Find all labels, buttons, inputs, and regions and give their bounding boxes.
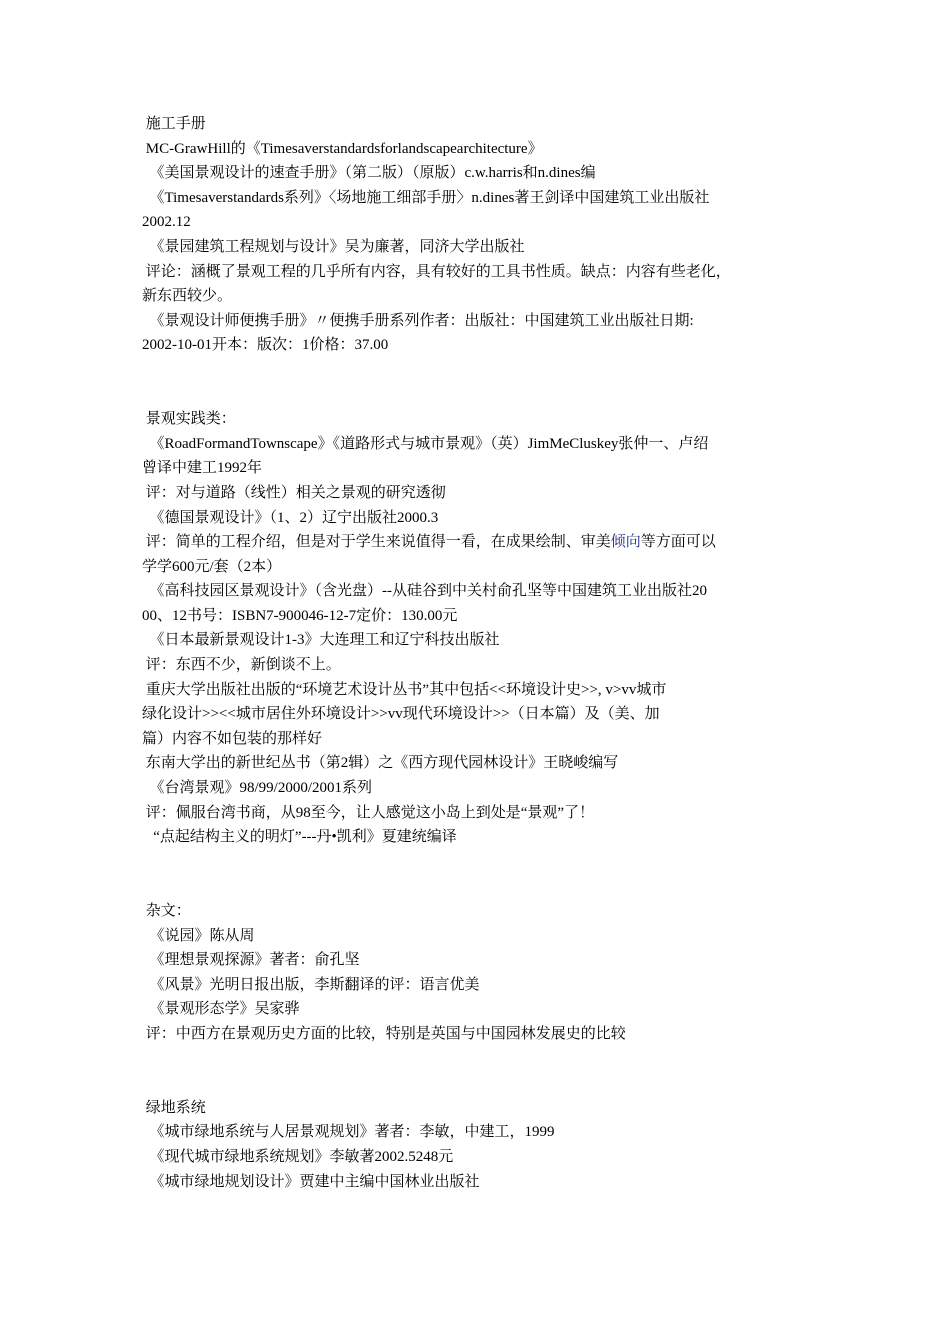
spacer [142, 850, 810, 875]
text-line: 绿化设计>><<城市居住外环境设计>>vv现代环境设计>>（日本篇）及（美、加 [142, 706, 660, 723]
spacer [142, 1047, 810, 1072]
text-line: 《城市绿地规划设计》贾建中主编中国林业出版社 [142, 1173, 480, 1190]
text-line: 《现代城市绿地系统规划》李敏著2002.5248元 [142, 1148, 454, 1165]
text-line: 《风景》光明日报出版，李斯翻译的评：语言优美 [142, 976, 480, 993]
text-line: 《Timesaverstandards系列》〈场地施工细部手册〉n.dines著王剑译中国建筑工业出版社 [142, 189, 710, 206]
section-heading: 杂文： [142, 903, 191, 919]
text-line: 《RoadFormandTownscape》《道路形式与城市景观》（英）JimMeCluskey张仲一、卢绍 [142, 435, 709, 452]
text-line: 《城市绿地系统与人居景观规划》著者：李敏，中建工，1999 [142, 1124, 555, 1141]
text-line: 篇）内容不如包装的那样好 [142, 730, 323, 747]
text-line: 评：中西方在景观历史方面的比较，特别是英国与中国园林发展史的比较 [142, 1025, 626, 1042]
text-line: 新东西较少。 [142, 288, 233, 305]
text-line: 《德国景观设计》（1、2）辽宁出版社2000.3 [142, 509, 439, 526]
section-heading: 施工手册 [142, 116, 206, 132]
section-heading: 景观实践类： [142, 411, 236, 428]
text-line: 评论：涵概了景观工程的几乎所有内容，具有较好的工具书性质。缺点：内容有些老化， [142, 263, 731, 280]
text-line: 2002-10-01开本：版次：1价格：37.00 [142, 337, 389, 354]
section-essays [142, 899, 810, 1047]
text-fragment: 评：简单的工程介绍，但是对于学生来说值得一看，在成果绘制、审美 [142, 534, 611, 551]
text-line: 东南大学出的新世纪丛书（第2辑）之《西方现代园林设计》王晓峻编写 [142, 755, 619, 772]
spacer [142, 383, 810, 408]
section-construction-manuals [142, 112, 810, 358]
text-line: 学学600元/套（2本） [142, 558, 282, 575]
text-line: 《台湾景观》98/99/2000/2001系列 [142, 780, 373, 797]
text-line: 《日本最新景观设计1-3》大连理工和辽宁科技出版社 [142, 632, 500, 649]
section-landscape-practice [142, 407, 810, 850]
text-line: 《高科技园区景观设计》（含光盘）--从硅谷到中关村俞孔坚等中国建筑工业出版社20 [142, 583, 707, 600]
text-line: 《美国景观设计的速查手册》（第二版）（原版）c.w.harris和n.dines编 [142, 165, 596, 182]
text-line: MC-GrawHill的《Timesaverstandardsforlandscapearchitecture》 [142, 140, 543, 157]
text-line: 评：对与道路（线性）相关之景观的研究透彻 [142, 484, 446, 501]
spacer [142, 874, 810, 899]
text-line: 2002.12 [142, 214, 191, 231]
text-line: “点起结构主义的明灯”---丹•凯利》夏建统编译 [142, 829, 457, 846]
text-line: 评：佩服台湾书商，从98至今，让人感觉这小岛上到处是“景观”了！ [142, 804, 595, 821]
text-line: 评：东西不少，新倒谈不上。 [142, 657, 341, 674]
text-line: 《说园》陈从周 [142, 927, 255, 944]
section-green-space-systems [142, 1096, 810, 1194]
spacer [142, 1071, 810, 1096]
text-line: 重庆大学出版社出版的“环境艺术设计丛书”其中包括<<环境设计史>>, v>vv城市 [142, 681, 667, 698]
text-line: 曾译中建工1992年 [142, 460, 263, 477]
text-line: 《理想景观探源》著者：俞孔坚 [142, 952, 360, 969]
text-line: 00、12书号：ISBN7-900046-12-7定价：130.00元 [142, 607, 458, 624]
text-fragment: 等方面可以 [640, 534, 716, 551]
text-line [142, 530, 810, 555]
highlighted-word: 倾向 [610, 534, 641, 551]
section-heading: 绿地系统 [142, 1099, 206, 1116]
spacer [142, 358, 810, 383]
text-line: 《景园建筑工程规划与设计》吴为廉著，同济大学出版社 [142, 238, 525, 255]
text-line: 《景观设计师便携手册》〃便携手册系列作者：出版社：中国建筑工业出版社日期: [142, 312, 694, 329]
document-body [142, 112, 810, 1194]
text-line: 《景观形态学》吴家骅 [142, 1001, 300, 1018]
